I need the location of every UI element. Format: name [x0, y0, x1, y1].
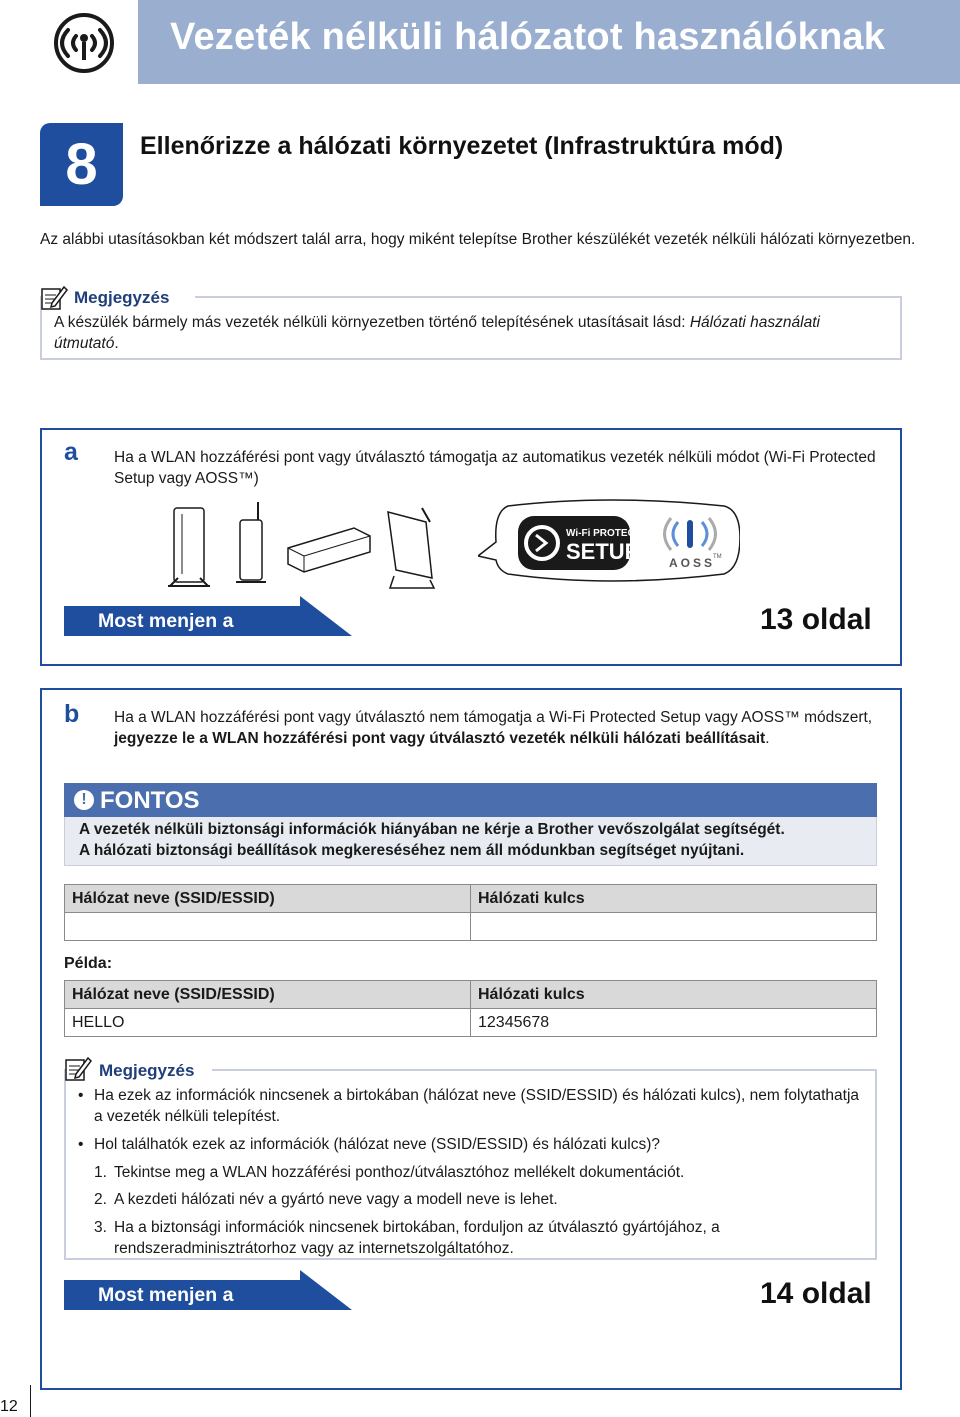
option-a-text: Ha a WLAN hozzáférési pont vagy útválasztó támogatja az automatikus vezeték nélküli módot (Wi-Fi Protected Setup vagy AOSS™) — [114, 449, 876, 487]
key-entry-cell[interactable] — [471, 913, 877, 941]
step-number-badge: 8 — [40, 123, 123, 206]
important-title: FONTOS — [100, 787, 200, 814]
note-divider-2 — [212, 1069, 877, 1071]
example-ssid-value: HELLO — [65, 1009, 471, 1037]
option-b-letter: b — [64, 700, 80, 728]
example-header-key: Hálózati kulcs — [471, 981, 877, 1009]
page-number-rule — [30, 1385, 31, 1417]
table-header-key: Hálózati kulcs — [471, 885, 877, 913]
table-header-ssid: Hálózat neve (SSID/ESSID) — [65, 885, 471, 913]
example-table — [64, 980, 877, 1037]
note-text: A készülék bármely más vezeték nélküli környezetben történő telepítésének utasításait lásd: Hálózati használati útmutató. — [54, 314, 820, 352]
go-to-label-a[interactable]: Most menjen a — [98, 610, 234, 632]
aoss-trademark: TM — [713, 554, 722, 560]
note-pencil-icon — [40, 283, 68, 311]
aoss-label: AOSS — [669, 556, 716, 570]
example-label: Példa: — [64, 955, 113, 972]
go-to-page-a[interactable]: 13 oldal — [760, 603, 872, 636]
important-line-1: A vezeték nélküli biztonsági információk hiányában ne kérje a Brother vevőszolgálat segítségét. — [79, 821, 785, 838]
option-b-text: Ha a WLAN hozzáférési pont vagy útválasztó nem támogatja a Wi-Fi Protected Setup vagy AOSS™ módszert, jegyezze le a WLAN hozzáférési pont vagy útválasztó vezeték nélküli hálózati beállításait. — [114, 709, 873, 747]
example-key-value: 12345678 — [471, 1009, 877, 1037]
access-points-illustration — [164, 500, 464, 592]
page-number: 12 — [0, 1398, 18, 1415]
important-line-2: A hálózati biztonsági beállítások megkereséséhez nem áll módunkban segítséget nyújtani. — [79, 842, 745, 859]
network-settings-table — [64, 884, 877, 941]
go-to-page-b[interactable]: 14 oldal — [760, 1277, 872, 1310]
ssid-entry-cell[interactable] — [65, 913, 471, 941]
option-a-letter: a — [64, 438, 78, 466]
note-pencil-icon — [64, 1054, 92, 1082]
example-header-ssid: Hálózat neve (SSID/ESSID) — [65, 981, 471, 1009]
wps-badge-line1: Wi-Fi PROTECTED — [566, 528, 655, 539]
step-title: Ellenőrizze a hálózati környezetet (Infrastruktúra mód) — [140, 132, 784, 160]
wps-badge-line2: SETUP — [566, 539, 640, 564]
note-heading: Megjegyzés — [74, 288, 170, 307]
page-header-title: Vezeték nélküli hálózatot használóknak — [170, 16, 886, 58]
go-to-label-b[interactable]: Most menjen a — [98, 1284, 234, 1306]
important-icon: ! — [74, 790, 94, 810]
manual-reference: Hálózati használati útmutató — [54, 314, 820, 352]
wireless-logo-icon — [38, 12, 130, 74]
note-divider — [195, 296, 902, 298]
note-heading-2: Megjegyzés — [99, 1061, 195, 1080]
intro-text: Az alábbi utasításokban két módszert talál arra, hogy miként telepítse Brother készülékét vezeték nélküli hálózati környezetben. — [40, 231, 916, 248]
